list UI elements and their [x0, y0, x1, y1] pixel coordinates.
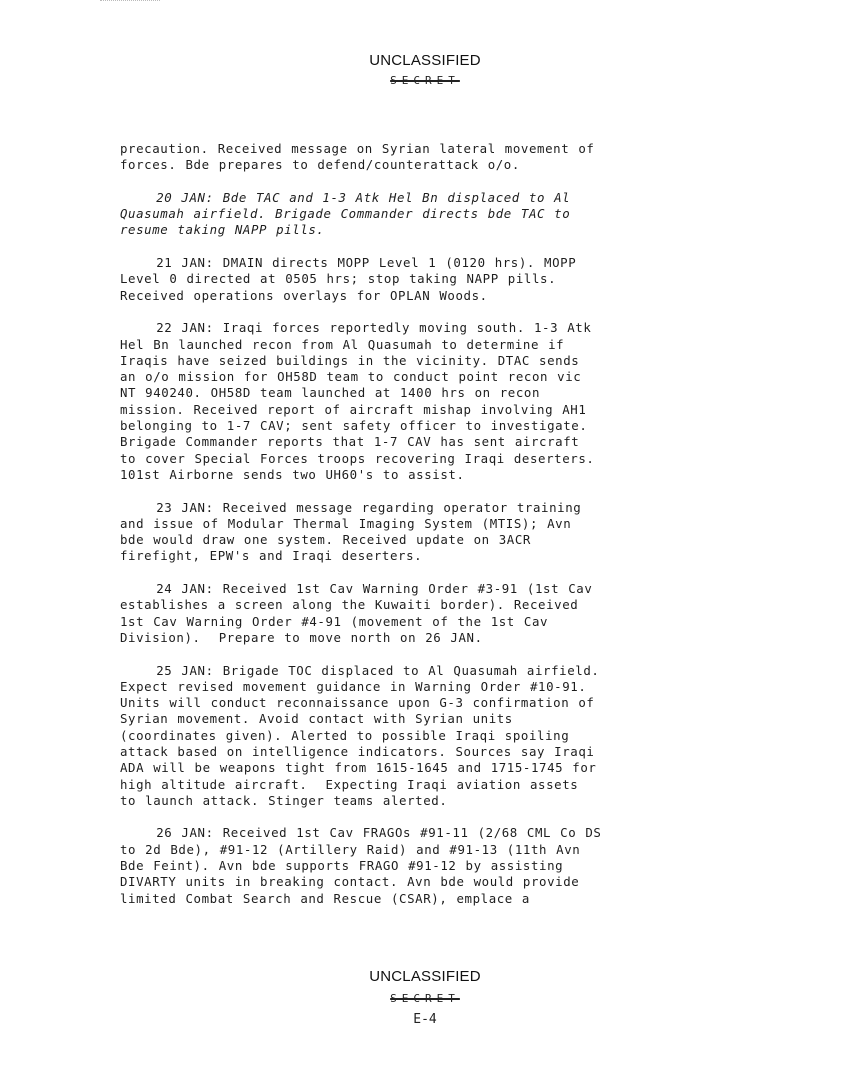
- body-text: [120, 141, 710, 907]
- paragraph-21-jan: 21 JAN: DMAIN directs MOPP Level 1 (0120 hrs). MOPP Level 0 directed at 0505 hrs; stop taking NAPP pills. Received operations overlays for OPLAN Woods.: [120, 255, 577, 303]
- paragraph-25-jan: 25 JAN: Brigade TOC displaced to Al Quasumah airfield. Expect revised movement guidance in Warning Order #10-91. Units will conduct reconnaissance upon G-3 confirmation of Syrian movement. Avoid contact with Syrian units (coordinates given). Alerted to possible Iraqi spoiling attack based on intelligence indicators. Sources say Iraqi ADA will be weapons tight from 1615-1645 and 1715-1745 for high altitude aircraft. Expecting Iraqi aviation assets to launch attack. Stinger teams alerted.: [120, 662, 600, 808]
- paragraph-22-jan: 22 JAN: Iraqi forces reportedly moving south. 1-3 Atk Hel Bn launched recon from Al Quasumah to determine if Iraqis have seized buildings in the vicinity. DTAC sends an o/o mission for OH58D team to conduct point recon vic NT 940240. OH58D team launched at 1400 hrs on recon mission. Received report of aircraft mishap involving AH1 belonging to 1-7 CAV; sent safety officer to investigate. Brigade Commander reports that 1-7 CAV has sent aircraft to cover Special Forces troops recovering Iraqi deserters. 101st Airborne sends two UH60's to assist.: [120, 320, 595, 482]
- footer-classification: UNCLASSIFIED: [369, 968, 481, 985]
- header-classification: UNCLASSIFIED: [369, 52, 481, 69]
- footer-struck-text: SECRET: [390, 992, 460, 1005]
- paragraph-24-jan: 24 JAN: Received 1st Cav Warning Order #3-91 (1st Cav establishes a screen along the Kuwaiti border). Received 1st Cav Warning Order #4-91 (movement of the 1st Cav Division). Prepare to move north on 26 JAN.: [120, 581, 593, 645]
- paragraph-20-jan: 20 JAN: Bde TAC and 1-3 Atk Hel Bn displaced to Al Quasumah airfield. Brigade Commander directs bde TAC to resume taking NAPP pills.: [120, 189, 571, 238]
- page-number: E-4: [413, 1012, 437, 1027]
- header-struck-marking: [0, 74, 850, 87]
- header-struck-text: SECRET: [390, 74, 460, 87]
- footer-struck-marking: [0, 992, 850, 1005]
- paragraph-continuation: precaution. Received message on Syrian lateral movement of forces. Bde prepares to defend/counterattack o/o.: [120, 141, 595, 173]
- paragraph-26-jan: 26 JAN: Received 1st Cav FRAGOs #91-11 (2/68 CML Co DS to 2d Bde), #91-12 (Artillery Raid) and #91-13 (11th Avn Bde Feint). Avn bde supports FRAGO #91-12 by assisting DIVARTY units in breaking contact. Avn bde would provide limited Combat Search and Rescue (CSAR), emplace a: [120, 825, 602, 906]
- paragraph-23-jan: 23 JAN: Received message regarding operator training and issue of Modular Thermal Imaging System (MTIS); Avn bde would draw one system. Received update on 3ACR firefight, EPW's and Iraqi deserters.: [120, 499, 582, 564]
- scan-mark: [100, 0, 160, 4]
